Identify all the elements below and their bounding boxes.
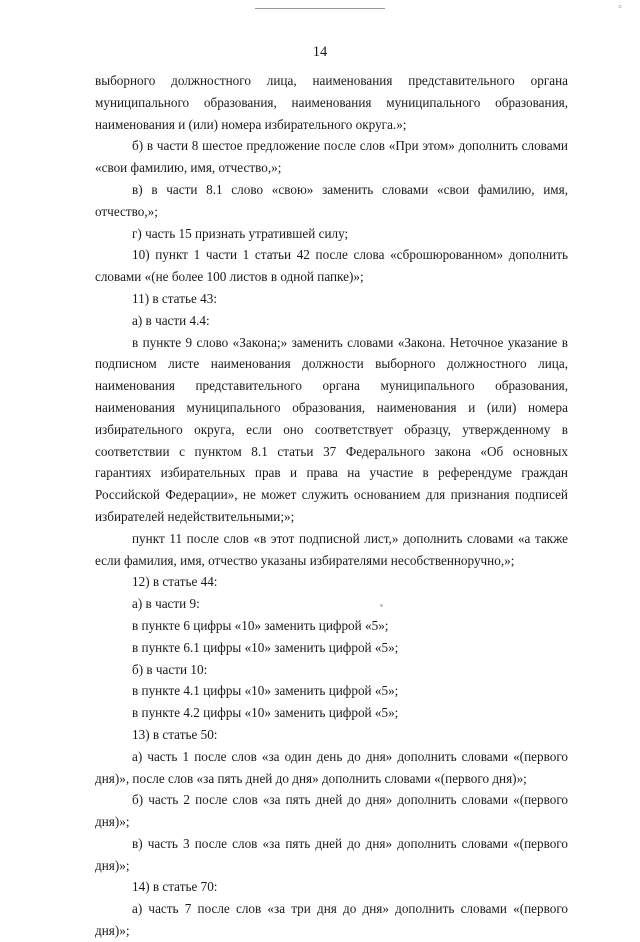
paragraph-item-v-part-3: в) часть 3 после слов «за пять дней до дня» дополнить словами «(первого дня)»; [95,835,568,873]
paragraph-point-4-1: в пункте 4.1 цифры «10» заменить цифрой «5»; [132,683,399,699]
paragraph-item-10-article-42: 10) пункт 1 части 1 статьи 42 после слова «сброшюрованном» дополнить словами «(не более 100 листов в одной папке)»; [95,247,568,285]
paragraph-item-14-article-70: 14) в статье 70: [132,879,218,895]
page-number: 14 [312,44,328,60]
scan-speck [380,604,383,607]
paragraph-item-11-article-43: 11) в статье 43: [132,290,217,306]
paragraph-item-a-part-9: а) в части 9: [132,596,200,612]
paragraph-item-b-part-2: б) часть 2 после слов «за пять дней до дня» дополнить словами «(первого дня)»; [95,792,568,830]
scan-header-dots [340,8,380,9]
paragraph-point-9: в пункте 9 слово «Закона;» заменить словами «Закона. Неточное указание в подписном листе наименования должности выборного должностного лица, наименования представительного органа муниципального образования, наименования муниципального образования, наименования и (или) номера избирательного округа, если оно соответствует образцу, утвержденному в соответствии с пунктом 8.1 статьи 37 Федерального закона «Об основных гарантиях избирательных прав и права на участие в референдуме граждан Российской Федерации», не может служить основанием для признания подписей избирателей недействительными;»; [95,334,568,524]
paragraph-point-4-2: в пункте 4.2 цифры «10» заменить цифрой «5»; [132,705,399,721]
paragraph-point-6: в пункте 6 цифры «10» заменить цифрой «5»; [132,617,389,633]
paragraph-item-a-part-1: а) часть 1 после слов «за один день до дня» дополнить словами «(первого дня)», после слов «за пять дней до дня» дополнить словами «(первого дня)»; [95,748,568,786]
paragraph-item-12-article-44: 12) в статье 44: [132,574,218,590]
paragraph-point-6-1: в пункте 6.1 цифры «10» заменить цифрой «5»; [132,639,399,655]
paragraph-item-g-part-15: г) часть 15 признать утратившей силу; [132,225,349,241]
paragraph-item-13-article-50: 13) в статье 50: [132,726,218,742]
paragraph-continuation: выборного должностного лица, наименования представительного органа муниципального образования, наименования муниципального образования, наименования и (или) номера избирательного округа.»; [95,73,568,132]
paragraph-item-b-part-10: б) в части 10: [132,661,208,677]
paragraph-item-v-part-8-1: в) в части 8.1 слово «свою» заменить словами «свои фамилию, имя, отчество,»; [95,181,568,219]
paragraph-point-11: пункт 11 после слов «в этот подписной лист,» дополнить словами «а также если фамилия, имя, отчество указаны избирателями несобственноручно,»; [95,530,568,568]
paragraph-item-a-part-4-4: а) в части 4.4: [132,312,210,328]
document-body [95,70,568,942]
paragraph-item-b-part-8: б) в части 8 шестое предложение после слов «При этом» дополнить словами «свои фамилию, имя, отчество,»; [95,138,568,176]
paragraph-item-a-part-7: а) часть 7 после слов «за три дня до дня» дополнить словами «(первого дня)»; [95,901,568,939]
scan-corner-mark: ° [618,4,622,15]
